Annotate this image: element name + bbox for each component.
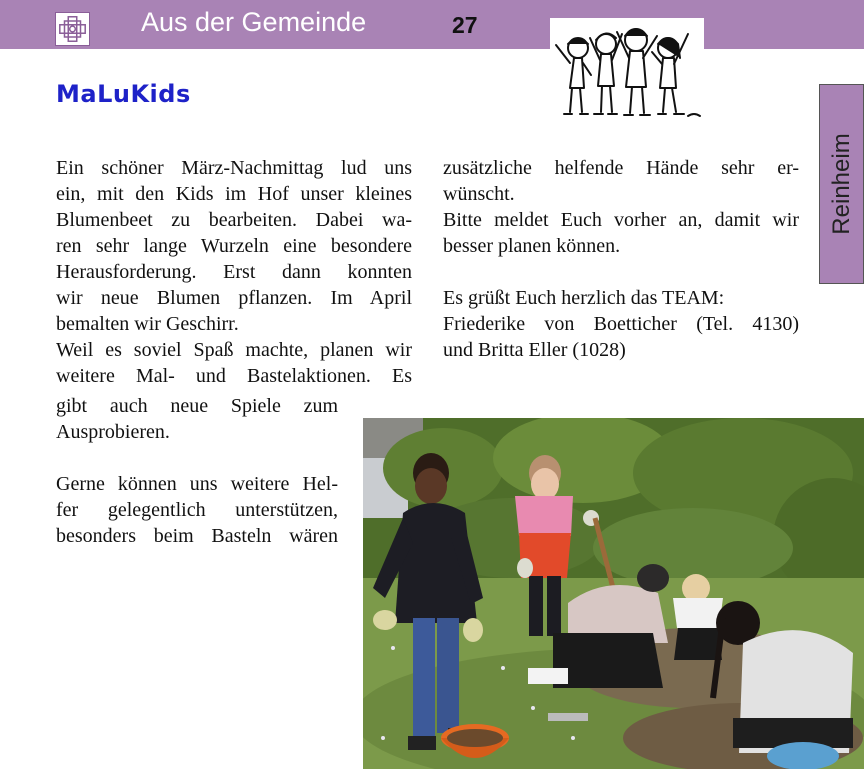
text-line: bemalten wir Geschirr. xyxy=(56,313,239,335)
text-line: Gerne können uns weitere Hel- xyxy=(56,473,338,495)
text-line: besser planen können. xyxy=(443,235,621,257)
text-line: weitere Mal- und Bastelaktionen. Es xyxy=(56,365,412,387)
article-text-left-narrow xyxy=(56,393,338,445)
page-header xyxy=(0,0,864,49)
text-line: zusätzliche helfende Hände sehr er- xyxy=(443,157,799,179)
text-line: Ausprobieren. xyxy=(56,421,170,443)
text-line: Blumenbeet zu bearbeiten. Dabei wa- xyxy=(56,209,412,231)
page-number: 27 xyxy=(452,12,478,38)
article-text-left-narrow-2 xyxy=(56,471,338,549)
text-line: fer gelegentlich unterstützen, xyxy=(56,499,338,521)
section-side-tab xyxy=(819,84,864,284)
text-line: wir neue Blumen pflanzen. Im April xyxy=(56,287,412,309)
cheering-kids-drawing xyxy=(550,18,704,124)
article-title: MaLuKids xyxy=(56,80,191,108)
text-line: Bitte meldet Euch vorher an, damit wir xyxy=(443,209,799,231)
article-text-left-column xyxy=(56,155,412,389)
section-title: Aus der Gemeinde xyxy=(141,7,367,37)
article-text-right-column xyxy=(443,155,799,363)
cross-logo-icon xyxy=(55,12,90,46)
side-tab-label: Reinheim xyxy=(827,133,855,235)
text-line: Ein schöner März-Nachmittag lud uns xyxy=(56,157,412,179)
text-line: wünscht. xyxy=(443,183,515,205)
text-line: ren sehr lange Wurzeln eine besondere xyxy=(56,235,412,257)
text-line: und Britta Eller (1028) xyxy=(443,339,626,361)
text-line: gibt auch neue Spiele zum xyxy=(56,395,338,417)
text-line: Friederike von Boetticher (Tel. 4130) xyxy=(443,313,799,335)
text-line: Weil es soviel Spaß machte, planen wir xyxy=(56,339,412,361)
text-line: Es grüßt Euch herzlich das TEAM: xyxy=(443,287,725,309)
text-line: besonders beim Basteln wären xyxy=(56,525,338,547)
text-line: ein, mit den Kids im Hof unser kleines xyxy=(56,183,412,205)
text-line: Herausforderung. Erst dann konnten xyxy=(56,261,412,283)
kids-gardening-photo xyxy=(363,418,864,769)
